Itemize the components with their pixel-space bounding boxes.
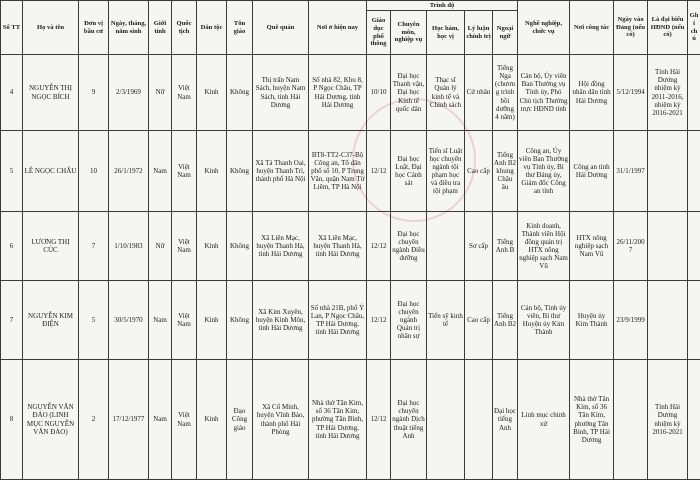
cell-occupation: Kinh doanh, Thành viên Hội đồng quản trị HTX nông nghiệp sạch Nam Vũ: [518, 212, 570, 281]
cell-name: NGUYỄN THỊ NGỌC BÍCH: [23, 55, 79, 131]
header-degree: Học hàm, học vị: [427, 11, 465, 55]
cell-religion: Không: [227, 55, 253, 131]
cell-degree: Tiến sỹ kinh tế: [427, 281, 465, 360]
cell-degree: Thạc sĩ Quản lý kinh tế và Chính sách: [427, 55, 465, 131]
cell-religion: Không: [227, 131, 253, 212]
cell-nationality: Việt Nam: [172, 212, 197, 281]
table-header-row-1: [1, 1, 700, 11]
header-general-edu: Giáo dục phổ thông: [367, 11, 391, 55]
cell-language: Tiếng Nga (chương trình bồi dưỡng 4 năm): [493, 55, 518, 131]
cell-delegate: [648, 131, 688, 212]
cell-nationality: Việt Nam: [172, 281, 197, 360]
cell-workplace: Huyện ủy Kim Thành: [570, 281, 614, 360]
cell-political: Cử nhân: [465, 55, 493, 131]
cell-gender: Nữ: [149, 212, 172, 281]
cell-language: Tiếng Anh B2: [493, 281, 518, 360]
cell-nationality: Việt Nam: [172, 360, 197, 480]
cell-dob: 1/10/1983: [109, 212, 149, 281]
cell-note: [688, 281, 700, 360]
cell-religion: Đạo Công giáo: [227, 360, 253, 480]
cell-workplace: HTX nông nghiệp sạch Nam Vũ: [570, 212, 614, 281]
header-specialty: Chuyên môn, nghiệp vụ: [391, 11, 427, 55]
cell-party-date: 26/11/2007: [614, 212, 648, 281]
cell-note: [688, 360, 700, 480]
header-gender: Giới tính: [149, 1, 172, 55]
header-political: Lý luận chính trị: [465, 11, 493, 55]
cell-note: [688, 131, 700, 212]
cell-note: [688, 212, 700, 281]
header-occupation: Nghề nghiệp, chức vụ: [518, 1, 570, 55]
cell-workplace: Công an tỉnh Hải Dương: [570, 131, 614, 212]
cell-language: Đại học tiếng Anh: [493, 360, 518, 480]
header-ethnicity: Dân tộc: [197, 1, 227, 55]
table-row: [1, 360, 700, 480]
cell-residence: Số nhà 82, Khu 8, P Ngọc Châu, TP Hải Dương, tỉnh Hải Dương: [309, 55, 367, 131]
cell-occupation: Cán bộ, Ủy viên Ban Thường vụ Tỉnh ủy, Phó Chủ tịch Thường trực HĐND tỉnh: [518, 55, 570, 131]
cell-dob: 30/5/1970: [109, 281, 149, 360]
cell-degree: Tiến sĩ Luật học chuyên ngành tội phạm học và điều tra tội phạm: [427, 131, 465, 212]
cell-stt: 5: [1, 131, 23, 212]
cell-political: Cao cấp: [465, 131, 493, 212]
cell-political: [465, 360, 493, 480]
cell-gender: Nam: [149, 360, 172, 480]
cell-delegate: [648, 212, 688, 281]
cell-occupation: Linh mục chính xứ: [518, 360, 570, 480]
cell-hometown: Xã Cổ Minh, huyện Vĩnh Bảo, thành phố Hải Phòng: [253, 360, 309, 480]
header-note: Ghi chú: [688, 1, 700, 55]
header-party-date: Ngày vào Đảng (nếu có): [614, 1, 648, 55]
cell-residence: Xã Liên Mạc, huyện Thanh Hà, tỉnh Hải Dương: [309, 212, 367, 281]
cell-party-date: [614, 360, 648, 480]
cell-general-edu: 12/12: [367, 360, 391, 480]
cell-party-date: 23/9/1999: [614, 281, 648, 360]
cell-name: NGUYỄN VĂN ĐẢO (LINH MỤC NGUYỄN VĂN ĐẢO): [23, 360, 79, 480]
cell-workplace: Nhà thờ Tân Kim, số 36 Tân Kim, phường Tân Bình, TP Hải Dương: [570, 360, 614, 480]
header-education-group: Trình độ: [367, 1, 518, 11]
cell-hometown: Xã Tả Thanh Oai, huyện Thanh Trì, thành phố Hà Nội: [253, 131, 309, 212]
cell-residence: BT8-TT2-C37-Bộ Công an, Tổ dân phố số 10, P Trung Văn, quận Nam Từ Liêm, TP Hà Nội: [309, 131, 367, 212]
header-dob: Ngày, tháng, năm sinh: [109, 1, 149, 55]
cell-degree: [427, 360, 465, 480]
cell-unit: 2: [79, 360, 109, 480]
cell-name: LÊ NGỌC CHÂU: [23, 131, 79, 212]
header-stt: Số TT: [1, 1, 23, 55]
cell-nationality: Việt Nam: [172, 131, 197, 212]
cell-religion: Không: [227, 212, 253, 281]
cell-political: Sơ cấp: [465, 212, 493, 281]
header-workplace: Nơi công tác: [570, 1, 614, 55]
table-row: [1, 131, 700, 212]
header-residence: Nơi ở hiện nay: [309, 1, 367, 55]
cell-gender: Nam: [149, 281, 172, 360]
table-row: [1, 55, 700, 131]
cell-general-edu: 12/12: [367, 131, 391, 212]
cell-gender: Nam: [149, 131, 172, 212]
cell-unit: 9: [79, 55, 109, 131]
cell-occupation: Công an, Ủy viên Ban Thường vụ Tỉnh ủy, Bí thư Đảng ủy, Giám đốc Công an tỉnh: [518, 131, 570, 212]
cell-ethnicity: Kinh: [197, 55, 227, 131]
cell-unit: 10: [79, 131, 109, 212]
cell-delegate: Tỉnh Hải Dương nhiệm kỳ 2016-2021: [648, 360, 688, 480]
header-language: Ngoại ngữ: [493, 11, 518, 55]
cell-stt: 6: [1, 212, 23, 281]
cell-stt: 4: [1, 55, 23, 131]
cell-specialty: Đại học Thanh vận, Đại học Kinh tế quốc dân: [391, 55, 427, 131]
cell-ethnicity: Kinh: [197, 131, 227, 212]
cell-dob: 2/3/1969: [109, 55, 149, 131]
cell-general-edu: 12/12: [367, 212, 391, 281]
cell-stt: 7: [1, 281, 23, 360]
cell-name: LƯƠNG THỊ CÚC: [23, 212, 79, 281]
cell-political: Cao cấp: [465, 281, 493, 360]
cell-degree: [427, 212, 465, 281]
cell-gender: Nữ: [149, 55, 172, 131]
cell-note: [688, 55, 700, 131]
cell-dob: 26/1/1972: [109, 131, 149, 212]
header-name: Họ và tên: [23, 1, 79, 55]
header-unit: Đơn vị bầu cử: [79, 1, 109, 55]
cell-delegate: Tỉnh Hải Dương nhiệm kỳ 2011-2016, nhiệm kỳ 2016-2021: [648, 55, 688, 131]
cell-religion: Không: [227, 281, 253, 360]
cell-general-edu: 12/12: [367, 281, 391, 360]
cell-nationality: Việt Nam: [172, 55, 197, 131]
cell-specialty: Đại học chuyên ngành Điều dưỡng: [391, 212, 427, 281]
cell-general-edu: 10/10: [367, 55, 391, 131]
cell-dob: 17/12/1977: [109, 360, 149, 480]
header-delegate: Là đại biểu HĐND (nếu có): [648, 1, 688, 55]
cell-ethnicity: Kinh: [197, 360, 227, 480]
cell-unit: 7: [79, 212, 109, 281]
cell-specialty: Đại học chuyên ngành Dịch thuật tiếng Anh: [391, 360, 427, 480]
cell-language: Tiếng Anh B: [493, 212, 518, 281]
cell-hometown: Thị trấn Nam Sách, huyện Nam Sách, tỉnh Hải Dương: [253, 55, 309, 131]
cell-residence: Số nhà 21B, phố Ỷ Lan, P Ngọc Châu, TP Hải Dương, tỉnh Hải Dương: [309, 281, 367, 360]
cell-occupation: Cán bộ, Tỉnh ủy viên, Bí thư Huyện ủy Kim Thành: [518, 281, 570, 360]
cell-hometown: Xã Liên Mạc, huyện Thanh Hà, tỉnh Hải Dương: [253, 212, 309, 281]
cell-workplace: Hội đồng nhân dân tỉnh Hải Dương: [570, 55, 614, 131]
cell-party-date: 5/12/1994: [614, 55, 648, 131]
cell-ethnicity: Kinh: [197, 281, 227, 360]
header-hometown: Quê quán: [253, 1, 309, 55]
header-religion: Tôn giáo: [227, 1, 253, 55]
cell-hometown: Xã Kim Xuyên, huyện Kinh Môn, tỉnh Hải Dương: [253, 281, 309, 360]
cell-residence: Nhà thờ Tân Kim, số 36 Tân Kim, phường Tân Bình, TP Hải Dương, tỉnh Hải Dương: [309, 360, 367, 480]
cell-ethnicity: Kinh: [197, 212, 227, 281]
table-row: [1, 281, 700, 360]
cell-party-date: 31/1/1997: [614, 131, 648, 212]
cell-specialty: Đại học chuyên ngành Quản trị nhân sự: [391, 281, 427, 360]
cell-unit: 5: [79, 281, 109, 360]
header-nationality: Quốc tịch: [172, 1, 197, 55]
cell-language: Tiếng Anh B2 khung Châu âu: [493, 131, 518, 212]
cell-name: NGUYỄN KIM ĐIỆN: [23, 281, 79, 360]
cell-specialty: Đại học Luật, Đại học Cảnh sát: [391, 131, 427, 212]
table-row: [1, 212, 700, 281]
cell-delegate: [648, 281, 688, 360]
cell-stt: 8: [1, 360, 23, 480]
